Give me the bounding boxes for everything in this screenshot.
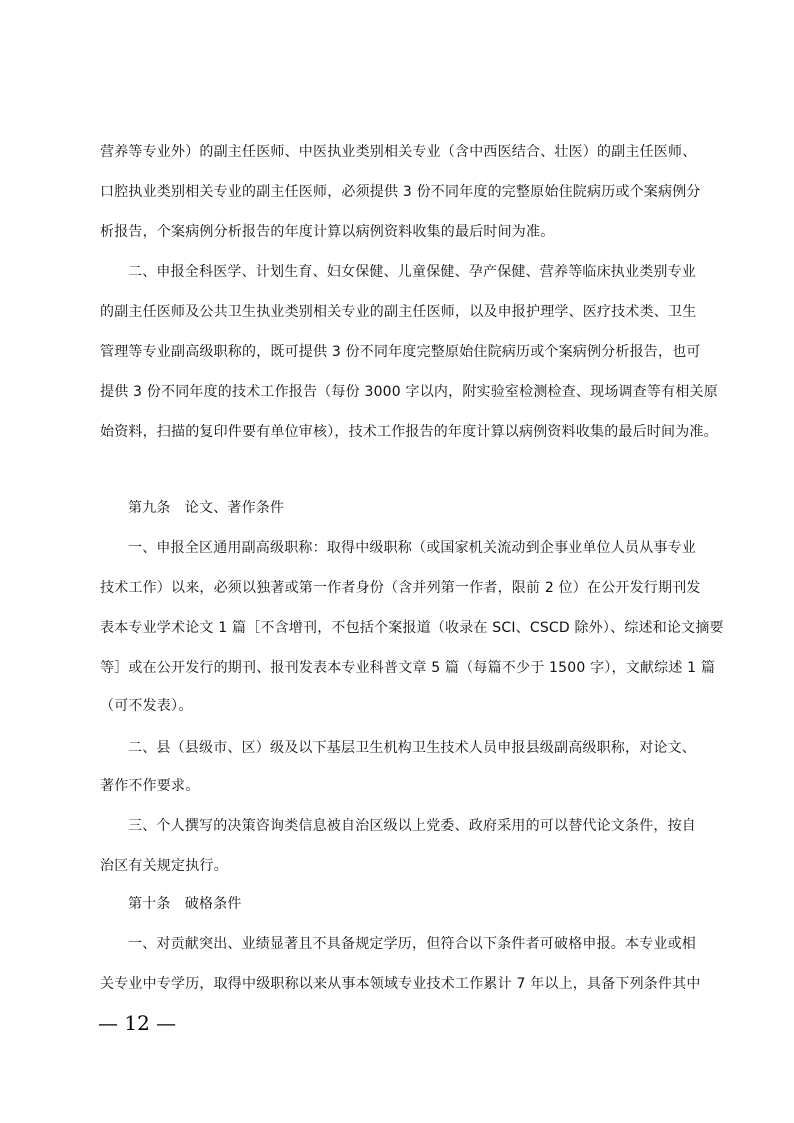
text-line: 营养等专业外）的副主任医师、中医执业类别相关专业（含中西医结合、壮医）的副主任医师、 <box>100 144 697 160</box>
article-heading-10: 第十条 破格条件 <box>128 896 242 912</box>
text-line: 技术工作）以来，必须以独著或第一作者身份（含并列第一作者，限前 2 位）在公开发行期刊发 <box>100 580 701 596</box>
text-line: 治区有关规定执行。 <box>100 858 228 874</box>
text-line: 口腔执业类别相关专业的副主任医师，必须提供 3 份不同年度的完整原始住院病历或个案病例分 <box>100 184 701 200</box>
page-number: — 12 — <box>98 1011 177 1035</box>
text-line: 表本专业学术论文 1 篇［不含增刊，不包括个案报道（收录在 SCI、CSCD 除外）、综述和论文摘要 <box>100 620 724 636</box>
text-line: 提供 3 份不同年度的技术工作报告（每份 3000 字以内，附实验室检测检查、现场调查等有相关原 <box>100 384 718 400</box>
paragraph-start-line: 二、县（县级市、区）级及以下基层卫生机构卫生技术人员申报县级副高级职称，对论文、 <box>128 740 696 756</box>
text-line: 关专业中专学历，取得中级职称以来从事本领域专业技术工作累计 7 年以上，具备下列条件其中 <box>100 976 701 992</box>
text-line: 的副主任医师及公共卫生执业类别相关专业的副主任医师，以及申报护理学、医疗技术类、卫生 <box>100 304 697 320</box>
article-heading-9: 第九条 论文、著作条件 <box>128 500 285 516</box>
text-line: 管理等专业副高级职称的，既可提供 3 份不同年度完整原始住院病历或个案病例分析报告，也可 <box>100 344 701 360</box>
paragraph-start-line: 一、对贡献突出、业绩显著且不具备规定学历，但符合以下条件者可破格申报。本专业或相 <box>128 936 696 952</box>
text-line: 等］或在公开发行的期刊、报刊发表本专业科普文章 5 篇（每篇不少于 1500 字），文献综述 1 篇 <box>100 660 716 676</box>
text-line: 著作不作要求。 <box>100 778 200 794</box>
text-line: （可不发表）。 <box>100 698 193 714</box>
paragraph-start-line: 二、申报全科医学、计划生育、妇女保健、儿童保健、孕产保健、营养等临床执业类别专业 <box>128 264 696 280</box>
paragraph-start-line: 三、个人撰写的决策咨询类信息被自治区级以上党委、政府采用的可以替代论文条件，按自 <box>128 818 696 834</box>
paragraph-start-line: 一、申报全区通用副高级职称：取得中级职称（或国家机关流动到企事业单位人员从事专业 <box>128 540 696 556</box>
text-line: 始资料，扫描的复印件要有单位审核），技术工作报告的年度计算以病例资料收集的最后时间为准。 <box>100 424 718 440</box>
text-line: 析报告，个案病例分析报告的年度计算以病例资料收集的最后时间为准。 <box>100 224 555 240</box>
